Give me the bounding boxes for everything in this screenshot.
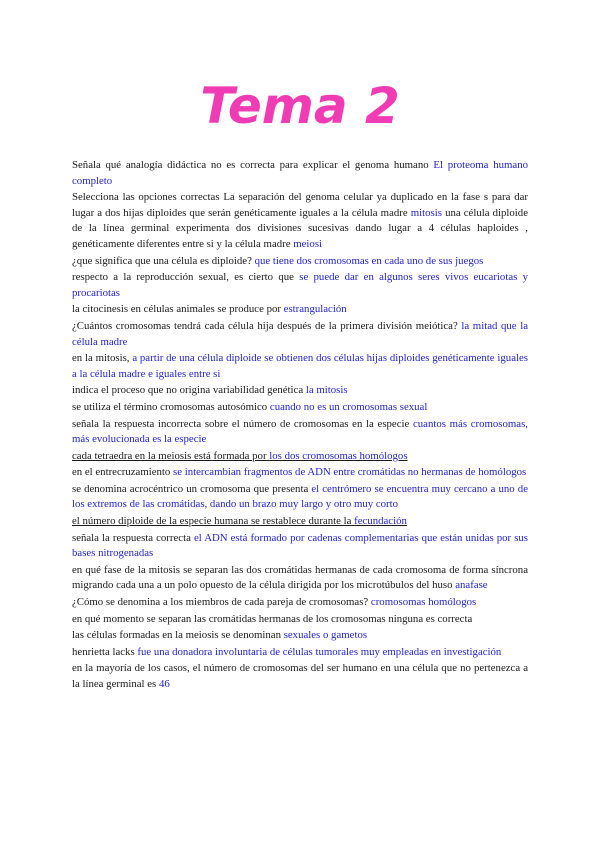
- question-text: respecto a la reproducción sexual, es cierto que: [72, 271, 294, 284]
- answer-text: anafase: [455, 579, 488, 592]
- qa-item: [72, 465, 528, 481]
- answer-text: se puede dar en algunos seres vivos eucariotas y procariotas: [72, 271, 529, 299]
- answer-text: el ADN está formado por cadenas complementarias que están unidas por sus bases nitrogenadas: [72, 531, 528, 560]
- answer-text: los dos cromosomas homólogos: [269, 449, 408, 462]
- question-text: Selecciona las opciones correctas La separación del genoma celular ya duplicado en la fase s para dar lugar a dos hijas diploides que serán genéticamente iguales a la célula madre: [72, 191, 528, 219]
- qa-item: [72, 661, 528, 692]
- question-text: en la mitosis,: [72, 352, 130, 365]
- qa-item: [72, 302, 528, 318]
- question-text: henrietta lacks: [72, 645, 135, 658]
- question-text: el número diploide de la especie humana se restablece durante la: [72, 515, 352, 528]
- answer-text: se intercambian fragmentos de ADN entre cromátidas no hermanas de homólogos: [173, 466, 527, 479]
- qa-item: [72, 400, 528, 416]
- qa-item: [72, 319, 528, 350]
- qa-item: [72, 351, 528, 382]
- question-text: en la mayoría de los casos, el número de cromosomas del ser humano en una célula que no pertenezca a la línea germinal es: [72, 662, 528, 690]
- answer-text: la mitad que la célula madre: [72, 319, 529, 348]
- answer-text: sexuales o gametos: [283, 629, 368, 642]
- answer-text: fue una donadora involuntaria de células tumorales muy empleadas en investigación: [137, 645, 502, 658]
- answer-text: a partir de una célula diploide se obtienen dos células hijas diploides genéticamente iguales a la célula madre e iguales entre si: [72, 352, 528, 380]
- question-text: indica el proceso que no origina variabilidad genética: [72, 384, 304, 397]
- qa-item: [72, 383, 528, 399]
- answer-text: cuantos más cromosomas, más evolucionada es la especie: [72, 417, 528, 446]
- answer-text: fecundación: [354, 515, 407, 528]
- question-text: en qué fase de la mitosis se separan las dos cromátidas hermanas de cada cromosoma de forma síncrona migrando cada una a un polo opuesto de la célula dirigida por los microtúbulos del huso: [72, 563, 528, 592]
- question-text: cada tetraedra en la meiosis está formada por: [72, 449, 267, 462]
- qa-item: [72, 514, 528, 530]
- answer-text: estrangulación: [283, 303, 347, 316]
- question-text: en qué momento se separan las cromátidas hermanas de los cromosomas: [72, 612, 386, 625]
- answer-text: mitosis: [410, 206, 442, 219]
- question-text: las células formadas en la meiosis se denominan: [72, 629, 281, 642]
- question-text: la citocinesis en células animales se produce por: [72, 303, 281, 316]
- answer-text: meiosi: [293, 237, 323, 250]
- question-text: en el entrecruzamiento: [72, 466, 171, 479]
- question-text: se denomina acrocéntrico un cromosoma que presenta: [72, 482, 309, 495]
- qa-item: [72, 417, 528, 448]
- qa-item: [72, 531, 528, 562]
- question-text: Señala qué analogía didáctica no es correcta para explicar el genoma humano: [72, 159, 429, 171]
- answer-text: el centrómero se encuentra muy cercano a uno de los extremos de las cromátidas, dando un brazo muy largo y otro muy corto: [72, 482, 529, 511]
- qa-item: [72, 628, 528, 644]
- answer-text: que tiene dos cromosomas en cada uno de sus juegos: [254, 254, 484, 267]
- question-text: ¿que significa que una célula es diploide?: [72, 254, 252, 267]
- qa-item: [72, 270, 528, 301]
- qa-item: [72, 612, 528, 628]
- qa-list: [72, 158, 528, 694]
- question-text: ¿Cómo se denomina a los miembros de cada pareja de cromosomas?: [72, 596, 369, 609]
- qa-item: [72, 595, 528, 611]
- qa-item: [72, 563, 528, 594]
- answer-text: 46: [158, 678, 170, 690]
- qa-item: [72, 482, 528, 513]
- page-title: Tema 2: [200, 77, 400, 135]
- answer-text: cromosomas homólogos: [370, 596, 477, 609]
- question-text: se utiliza el término cromosomas autosómico: [72, 400, 268, 413]
- question-text: señala la respuesta incorrecta sobre el número de cromosomas en la especie: [72, 417, 410, 430]
- qa-item: [72, 158, 528, 189]
- answer-text: cuando no es un cromosomas sexual: [269, 400, 428, 413]
- answer-text: ninguna es correcta: [388, 612, 473, 625]
- answer-text: El proteoma humano completo: [72, 159, 528, 187]
- question-text: ¿Cuántos cromosomas tendrá cada célula hija después de la primera división meiótica?: [72, 319, 458, 332]
- qa-item: [72, 190, 528, 252]
- question-text: una célula diploide de la línea germinal experimenta dos divisiones sucesivas dando lugar a 4 células haploides , genéticamente diferentes entre si y la célula madre: [72, 206, 528, 250]
- question-text: señala la respuesta correcta: [72, 531, 191, 544]
- qa-item: [72, 254, 528, 270]
- qa-item: [72, 645, 528, 661]
- answer-text: la mitosis: [305, 384, 348, 397]
- qa-item: [72, 449, 528, 465]
